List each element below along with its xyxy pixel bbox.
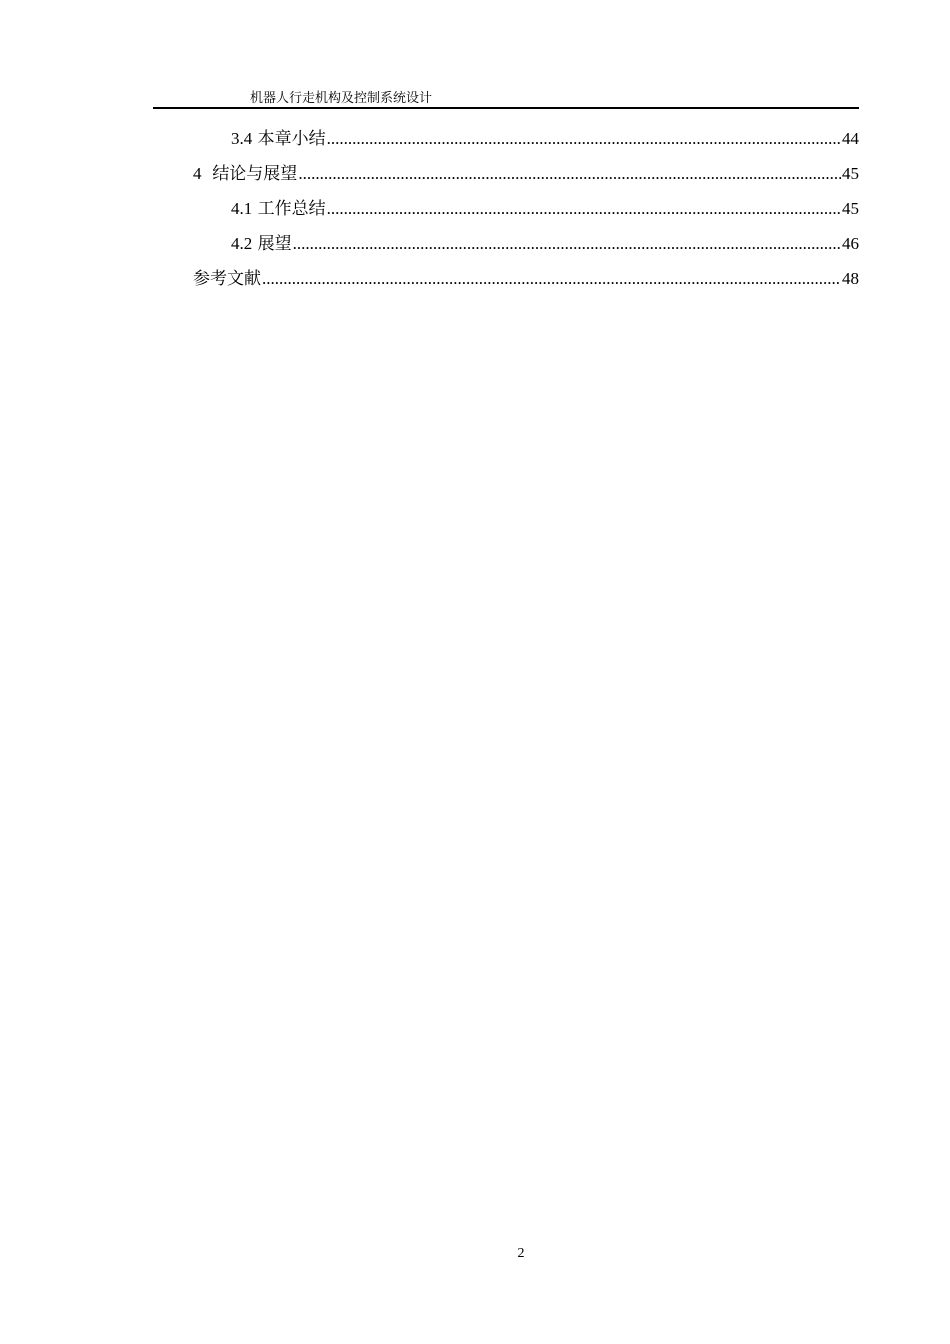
toc-leader-dots (327, 196, 841, 222)
toc-leader-dots (262, 266, 841, 292)
header-rule (153, 107, 859, 109)
toc-entry-title: 参考文献 (193, 269, 261, 289)
toc-entry-title: 结论与展望 (212, 164, 298, 184)
toc-entry-page: 48 (842, 269, 859, 288)
toc-entry-page: 45 (842, 164, 859, 183)
page-number: 2 (517, 1246, 525, 1261)
toc-leader-dots (293, 231, 841, 257)
toc-entry-number: 4.1 (231, 199, 253, 218)
toc-entry-page: 46 (842, 234, 859, 253)
toc-entry-page: 44 (842, 129, 859, 148)
toc-entry-title: 展望 (257, 234, 292, 254)
toc-entry-number: 3.4 (231, 129, 253, 148)
toc-entry[interactable] (231, 196, 859, 222)
toc-entry[interactable] (231, 231, 859, 257)
toc-entry[interactable] (231, 126, 859, 152)
header-title: 机器人行走机构及控制系统设计 (250, 91, 433, 106)
toc-entry-page: 45 (842, 199, 859, 218)
toc-entry-number: 4 (193, 164, 202, 183)
toc-entry-title: 本章小结 (257, 129, 326, 149)
toc-entry[interactable] (193, 266, 859, 292)
toc-entry[interactable] (193, 161, 859, 187)
toc-entry-title: 工作总结 (257, 199, 326, 219)
toc-entry-number: 4.2 (231, 234, 253, 253)
toc-leader-dots (298, 161, 841, 187)
toc-leader-dots (327, 126, 841, 152)
